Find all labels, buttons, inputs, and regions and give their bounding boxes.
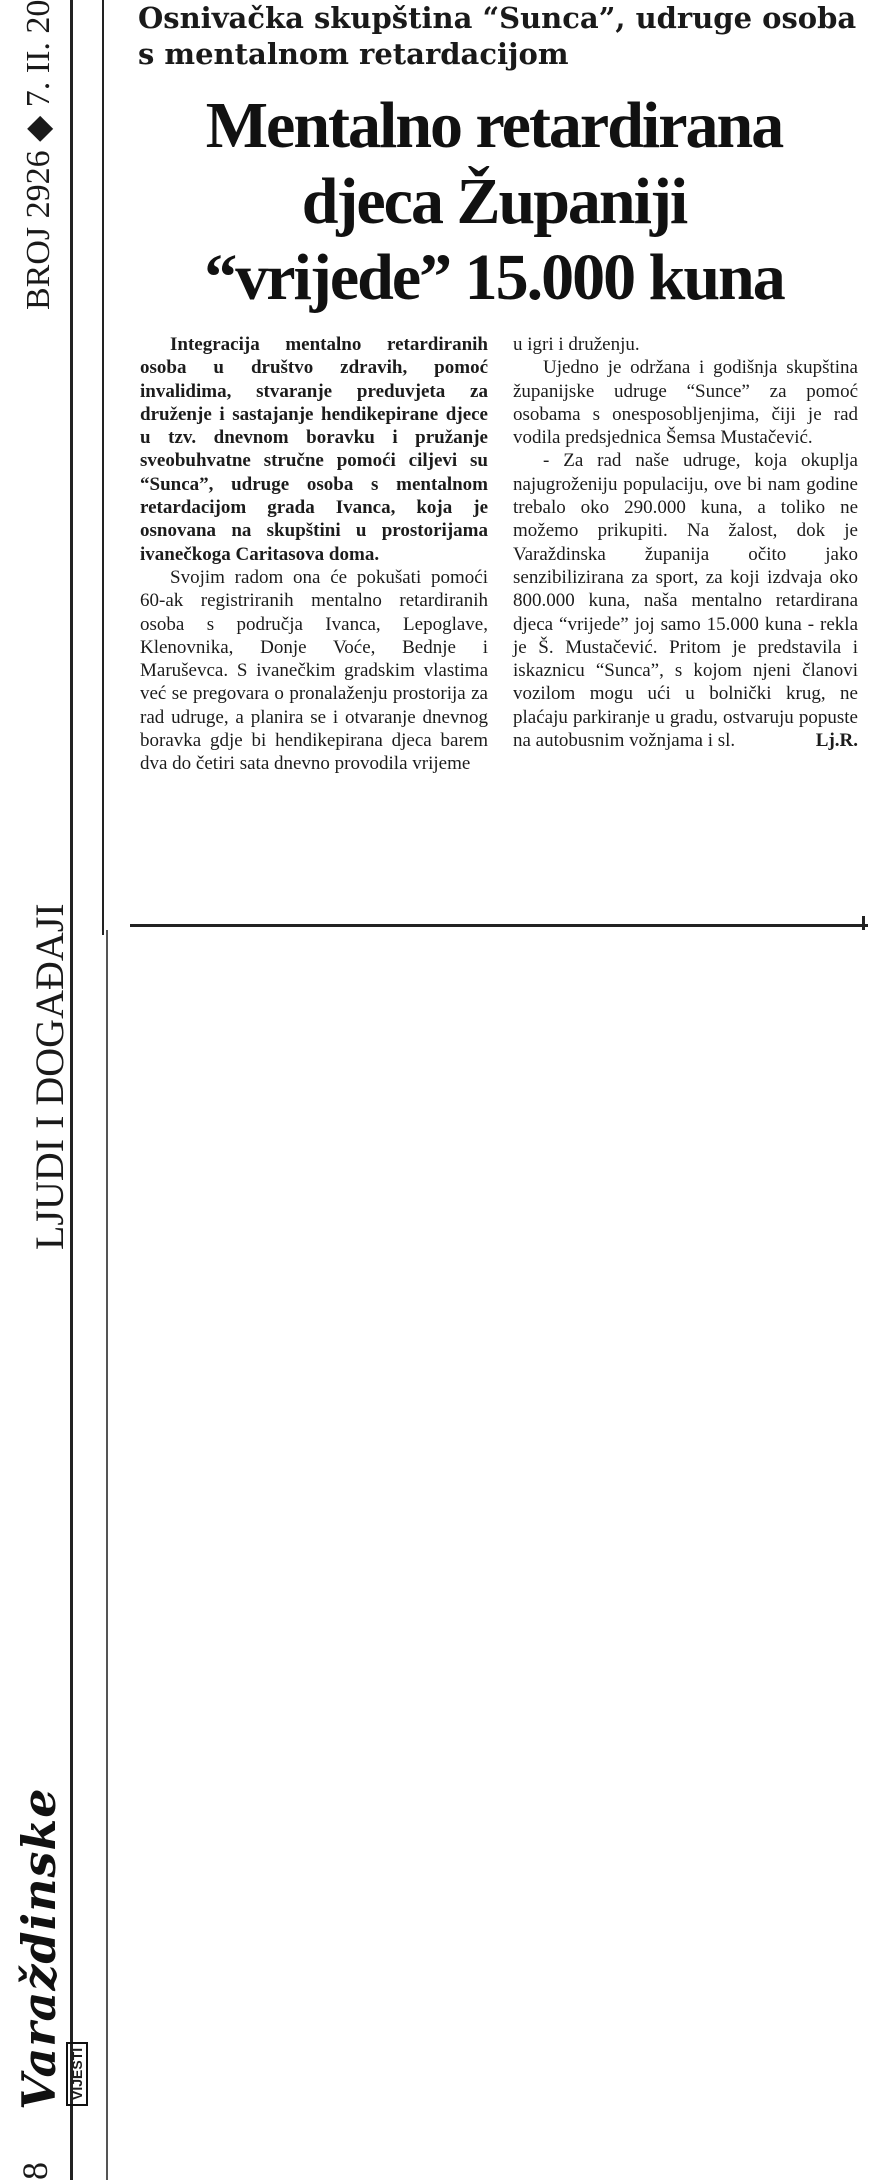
kicker-line: Osnivačka skupština “Sunca”, udruge osoba bbox=[138, 1, 857, 35]
newspaper-margin bbox=[0, 0, 104, 2180]
newspaper-logo bbox=[12, 1787, 85, 2110]
section-label: LJUDI I DOGAĐAJI bbox=[27, 903, 72, 1250]
article-bottom-rule bbox=[130, 924, 868, 927]
article bbox=[110, 0, 868, 935]
body-paragraph: Ujedno je održana i godišnja skupština županijske udruge “Sunce” za pomoć osobama s onesposobljenjima, čiji je rad vodila predsjednica Šemsa Mustačević. bbox=[513, 357, 858, 449]
headline-line: Mentalno retardirana bbox=[205, 89, 783, 162]
article-bottom-rule-tick bbox=[862, 916, 865, 930]
article-headline bbox=[120, 88, 868, 316]
kicker-line: s mentalnom retardacijom bbox=[138, 37, 569, 71]
headline-line: djeca Županiji bbox=[301, 165, 687, 238]
quote-text: - Za rad naše udruge, koja okuplja najugroženiju populaciju, ove bi nam godine trebalo oko 290.000 kuna, a toliko ne možemo prikupiti. Na žalost, dok je Varaždinska županija očito jako senzibilizirana za sport, za koji izdvaja oko 800.000 kuna, naša mentalno retardirana djeca “vrijede” joj samo 15.000 kuna - rekla je Š. Mustačević. Pritom je predstavila i iskaznicu “Sunca”, s kojom njeni članovi vozilom mogu ući u bolnički krug, ne plaćaju parkiranje u gradu, ostvaruju popuste na autobusnim vožnjama i sl. bbox=[513, 450, 858, 752]
author-byline: Lj.R. bbox=[815, 730, 858, 752]
page-number: 8 bbox=[15, 2162, 55, 2180]
issue-date-line: BROJ 2926 ◆ 7. II. 20 bbox=[20, 0, 57, 310]
body-paragraph bbox=[513, 449, 858, 752]
body-paragraph: Svojim radom ona će pokušati pomoći 60-ak registriranih mentalno retardiranih osoba s područja Ivanca, Lepoglave, Klenovnika, Donje Voće, Bednje i Maruševca. S ivanečkim gradskim vlastima već se pregovara o pronalaženju prostorija za rad udruge, a planira se i otvaranje dnevnog boravka gdje bi hendikepirana djeca barem dva do četiri sata dnevno provodila vrijeme bbox=[140, 566, 488, 775]
newspaper-name: Varaždinske bbox=[12, 1787, 66, 2110]
newspaper-name-box: VIJESTI bbox=[66, 2042, 88, 2106]
article-column-2 bbox=[513, 333, 858, 752]
article-column-1 bbox=[140, 333, 488, 776]
margin-rule-lower bbox=[106, 930, 108, 2180]
headline-line: “vrijede” 15.000 kuna bbox=[204, 241, 784, 314]
margin-rule-inner bbox=[102, 0, 104, 935]
article-kicker bbox=[138, 0, 858, 72]
continued-text: u igri i druženju. bbox=[513, 334, 640, 355]
lead-paragraph: Integracija mentalno retardiranih osoba u društvo zdravih, pomoć invalidima, stvaranje preduvjeta za druženje i sastajanje hendikepirane djece u tzv. dnevnom boravku i pružanje sveobuhvatne stručne pomoći ciljevi su “Sunca”, udruge osoba s mentalnom retardacijom grada Ivanca, koja je osnovana na skupštini u prostorijama ivanečkoga Caritasova doma. bbox=[140, 334, 488, 565]
